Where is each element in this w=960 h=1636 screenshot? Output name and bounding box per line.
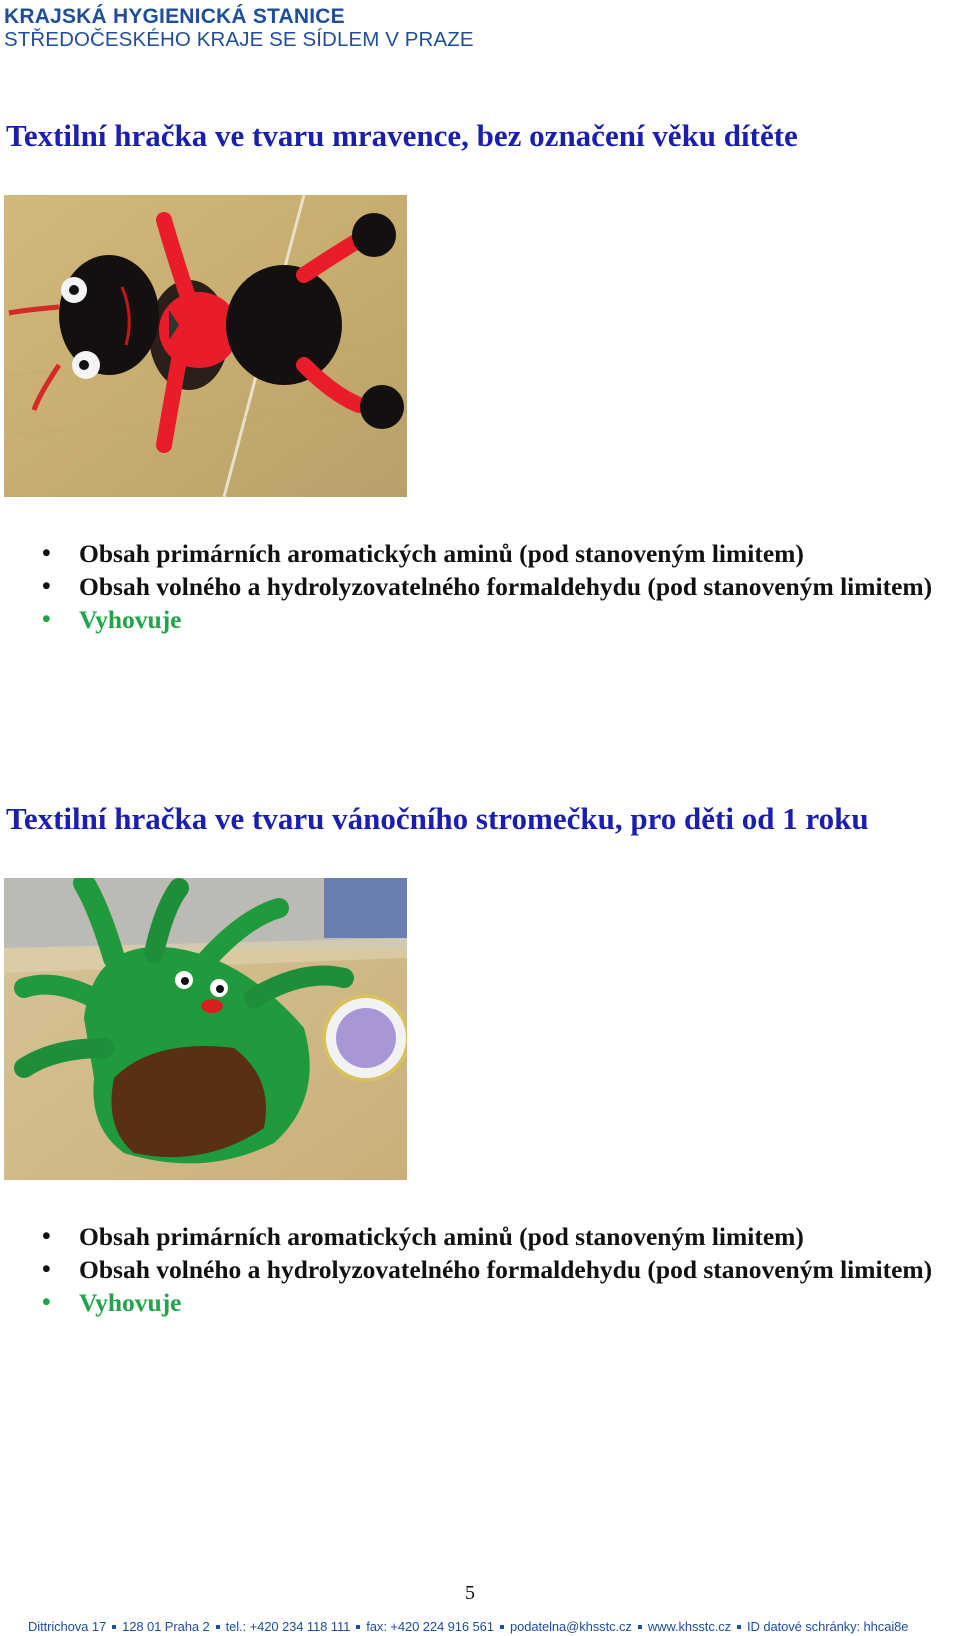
list-item bbox=[0, 603, 960, 636]
section-1-title: Textilní hračka ve tvaru mravence, bez označení věku dítěte bbox=[6, 118, 798, 153]
page-number: 5 bbox=[465, 1582, 475, 1604]
result-text: Obsah volného a hydrolyzovatelného formaldehydu (pod stanoveným limitem) bbox=[79, 1255, 933, 1284]
bullet-icon: • bbox=[42, 573, 51, 600]
section-2-title: Textilní hračka ve tvaru vánočního stromečku, pro děti od 1 roku bbox=[6, 801, 869, 836]
separator-square-icon bbox=[500, 1625, 504, 1629]
section-1-results bbox=[0, 537, 960, 636]
footer-web: www.khsstc.cz bbox=[647, 1619, 732, 1634]
section-2-photo-tree-toy bbox=[4, 878, 407, 1180]
result-text: Obsah volného a hydrolyzovatelného formaldehydu (pod stanoveným limitem) bbox=[79, 572, 933, 601]
list-item bbox=[0, 1286, 960, 1319]
bullet-icon: • bbox=[42, 1223, 51, 1250]
list-item bbox=[0, 537, 960, 570]
footer-phone: tel.: +420 234 118 111 bbox=[225, 1619, 351, 1634]
footer-email: podatelna@khsstc.cz bbox=[509, 1619, 632, 1634]
separator-square-icon bbox=[112, 1625, 116, 1629]
letterhead-line-2: STŘEDOČESKÉHO KRAJE SE SÍDLEM V PRAZE bbox=[4, 28, 474, 51]
footer-zip-city: 128 01 Praha 2 bbox=[122, 1619, 210, 1634]
section-1-photo-ant-toy bbox=[4, 195, 407, 497]
footer-databox: ID datové schránky: hhcai8e bbox=[747, 1619, 909, 1634]
bullet-icon: • bbox=[42, 540, 51, 567]
separator-square-icon bbox=[737, 1625, 741, 1629]
bullet-icon: • bbox=[42, 606, 51, 633]
verdict-text: Vyhovuje bbox=[79, 1288, 182, 1317]
footer-fax: fax: +420 224 916 561 bbox=[366, 1619, 494, 1634]
separator-square-icon bbox=[638, 1625, 642, 1629]
bullet-icon: • bbox=[42, 1289, 51, 1316]
separator-square-icon bbox=[216, 1625, 220, 1629]
letterhead-line-1: KRAJSKÁ HYGIENICKÁ STANICE bbox=[4, 5, 345, 28]
bullet-icon: • bbox=[42, 1256, 51, 1283]
separator-square-icon bbox=[356, 1625, 360, 1629]
list-item bbox=[0, 570, 960, 603]
verdict-text: Vyhovuje bbox=[79, 605, 182, 634]
list-item bbox=[0, 1220, 960, 1253]
result-text: Obsah primárních aromatických aminů (pod stanoveným limitem) bbox=[79, 1222, 804, 1251]
footer-contact-bar bbox=[28, 1619, 908, 1634]
list-item bbox=[0, 1253, 960, 1286]
letterhead bbox=[4, 6, 474, 51]
footer-address: Dittrichova 17 bbox=[28, 1619, 107, 1634]
result-text: Obsah primárních aromatických aminů (pod stanoveným limitem) bbox=[79, 539, 804, 568]
section-2-results bbox=[0, 1220, 960, 1319]
